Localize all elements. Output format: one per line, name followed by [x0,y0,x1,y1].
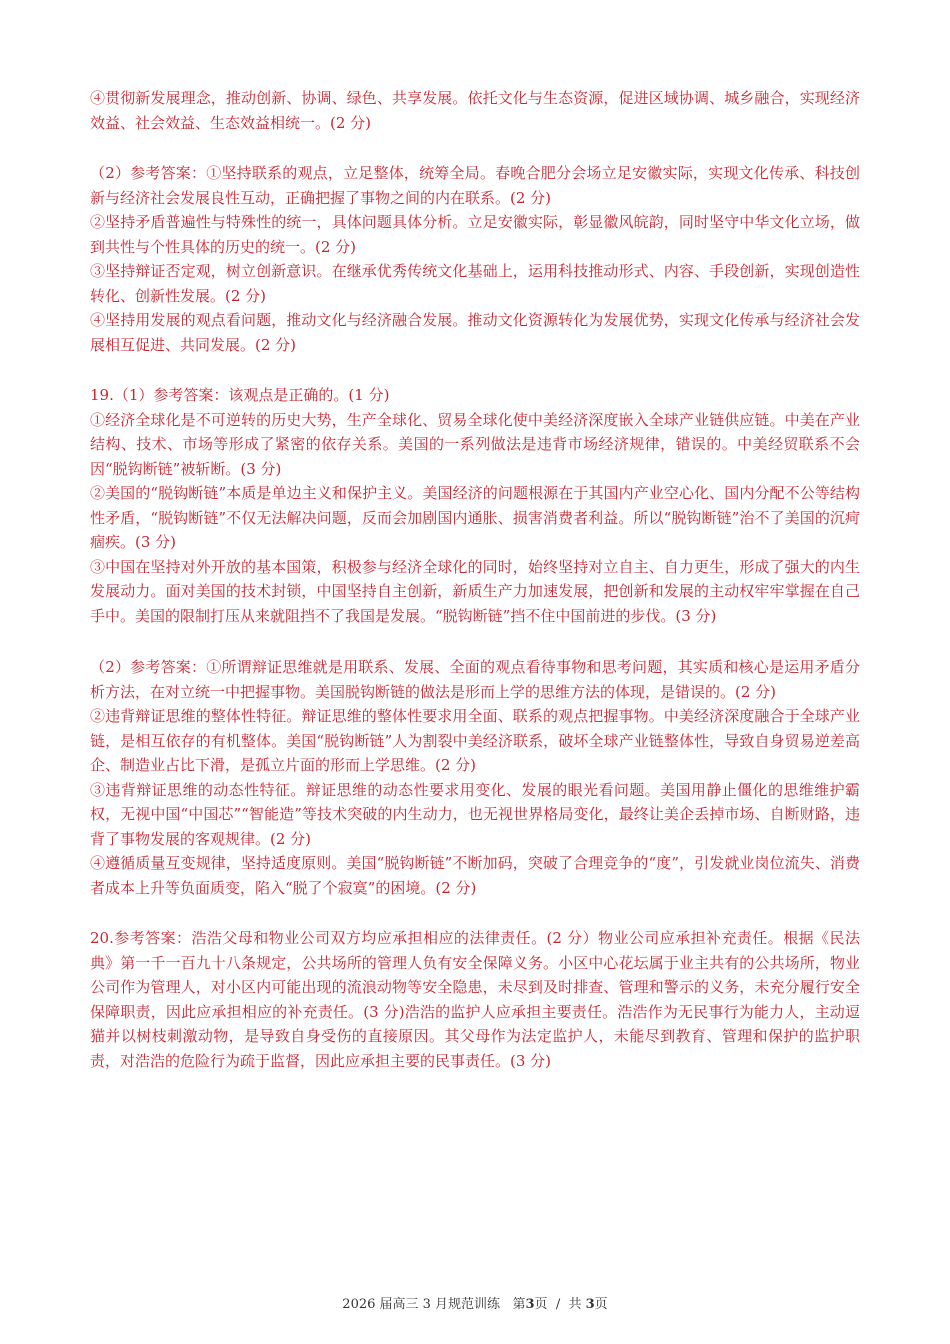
q19-2-answer [90,655,860,900]
total-label: 共 [568,1297,582,1312]
page-label: 第 [512,1297,526,1312]
answer-content [90,86,860,1073]
answer-point-1: （2）参考答案：①所谓辩证思维就是用联系、发展、全面的观点看待事物和思考问题，其实质和核心是运用矛盾分析方法，在对立统一中把握事物。美国脱钩断链的做法是形而上学的思维方法的体现，是错误的。(2 分) [90,658,860,701]
answer-point-4: ④遵循质量互变规律，坚持适度原则。美国“脱钩断链”不断加码，突破了合理竞争的“度”，引发就业岗位流失、消费者成本上升等负面质变，陷入“脱了个寂寞”的困境。(2 分) [90,854,860,897]
page-label-suffix: 页 [534,1297,548,1312]
answer-point-1: ①经济全球化是不可逆转的历史大势，生产全球化、贸易全球化使中美经济深度嵌入全球产业链供应链。中美在产业结构、技术、市场等形成了紧密的依存关系。美国的一系列做法是违背市场经济规律，错误的。中美经贸联系不会因“脱钩断链”被斩断。(3 分) [90,410,860,478]
footer-title: 2026 届高三 3 月规范训练 [342,1297,501,1312]
page-footer [0,1296,950,1314]
answer-point-4: ④贯彻新发展理念，推动创新、协调、绿色、共享发展。依托文化与生态资源，促进区域协调、城乡融合，实现经济效益、社会效益、生态效益相统一。(2 分) [90,89,860,132]
total-pages: 3 [585,1297,595,1312]
q18-2-answer [90,161,860,357]
answer-point-1: （2）参考答案：①坚持联系的观点，立足整体，统筹全局。春晚合肥分会场立足安徽实际，实现文化传承、科技创新与经济社会发展良性互动，正确把握了事物之间的内在联系。(2 分) [90,164,860,207]
answer-point-3: ③坚持辩证否定观，树立创新意识。在继承优秀传统文化基础上，运用科技推动形式、内容、手段创新，实现创造性转化、创新性发展。(2 分) [90,262,860,305]
answer-point-2: ②违背辩证思维的整体性特征。辩证思维的整体性要求用全面、联系的观点把握事物。中美经济深度融合于全球产业链，是相互依存的有机整体。美国“脱钩断链”人为割裂中美经济联系，破坏全球产业链整体性，导致自身贸易逆差高企、制造业占比下滑，是孤立片面的形而上学思维。(2 分) [90,707,860,774]
total-label-suffix: 页 [594,1297,608,1312]
answer-paragraph: 20.参考答案：浩浩父母和物业公司双方均应承担相应的法律责任。(2 分）物业公司应承担补充责任。根据《民法典》第一千一百九十八条规定，公共场所的管理人负有安全保障义务。小区中心花坛属于业主共有的公共场所，物业公司作为管理人，对小区内可能出现的流浪动物等安全隐患，未尽到及时排查、管理和警示的义务，未充分履行安全保障职责，因此应承担相应的补充责任。(3 分)浩浩的监护人应承担主要责任。浩浩作为无民事行为能力人，主动逗猫并以树枝刺激动物，是导致自身受伤的直接原因。其父母作为法定监护人，未能尽到教育、管理和保护的监护职责，对浩浩的危险行为疏于监督，因此应承担主要的民事责任。(3 分) [90,929,860,1070]
question-heading: 19.（1）参考答案：该观点是正确的。(1 分) [90,386,390,404]
answer-point-2: ②坚持矛盾普遍性与特殊性的统一，具体问题具体分析。立足安徽实际，彰显徽风皖韵，同时坚守中华文化立场，做到共性与个性具体的历史的统一。(2 分) [90,213,860,256]
answer-point-3: ③中国在坚持对外开放的基本国策，积极参与经济全球化的同时，始终坚持对立自主、自力更生，形成了强大的内生发展动力。面对美国的技术封锁，中国坚持自主创新，新质生产力加速发展，把创新和发展的主动权牢牢掌握在自己手中。美国的限制打压从来就阻挡不了我国是发展。“脱钩断链”挡不住中国前进的步伐。(3 分) [90,557,860,625]
answer-point-4: ④坚持用发展的观点看问题，推动文化与经济融合发展。推动文化资源转化为发展优势，实现文化传承与经济社会发展相互促进、共同发展。(2 分) [90,311,860,354]
answer-point-2: ②美国的“脱钩断链”本质是单边主义和保护主义。美国经济的问题根源在于其国内产业空心化、国内分配不公等结构性矛盾，“脱钩断链”不仅无法解决问题，反而会加剧国内通胀、损害消费者利益。所以“脱钩断链”治不了美国的沉疴痼疾。(3 分) [90,484,860,551]
q18-1-tail [90,86,860,135]
answer-point-3: ③违背辩证思维的动态性特征。辩证思维的动态性要求用变化、发展的眼光看问题。美国用静止僵化的思维维护霸权，无视中国“中国芯”“智能造”等技术突破的内生动力，也无视世界格局变化，最终让美企丢掉市场、自断财路，违背了事物发展的客观规律。(2 分) [90,780,860,848]
q20-answer [90,926,860,1073]
page-number: 3 [525,1297,535,1312]
q19-1-answer [90,383,860,628]
footer-separator: / [555,1297,561,1312]
